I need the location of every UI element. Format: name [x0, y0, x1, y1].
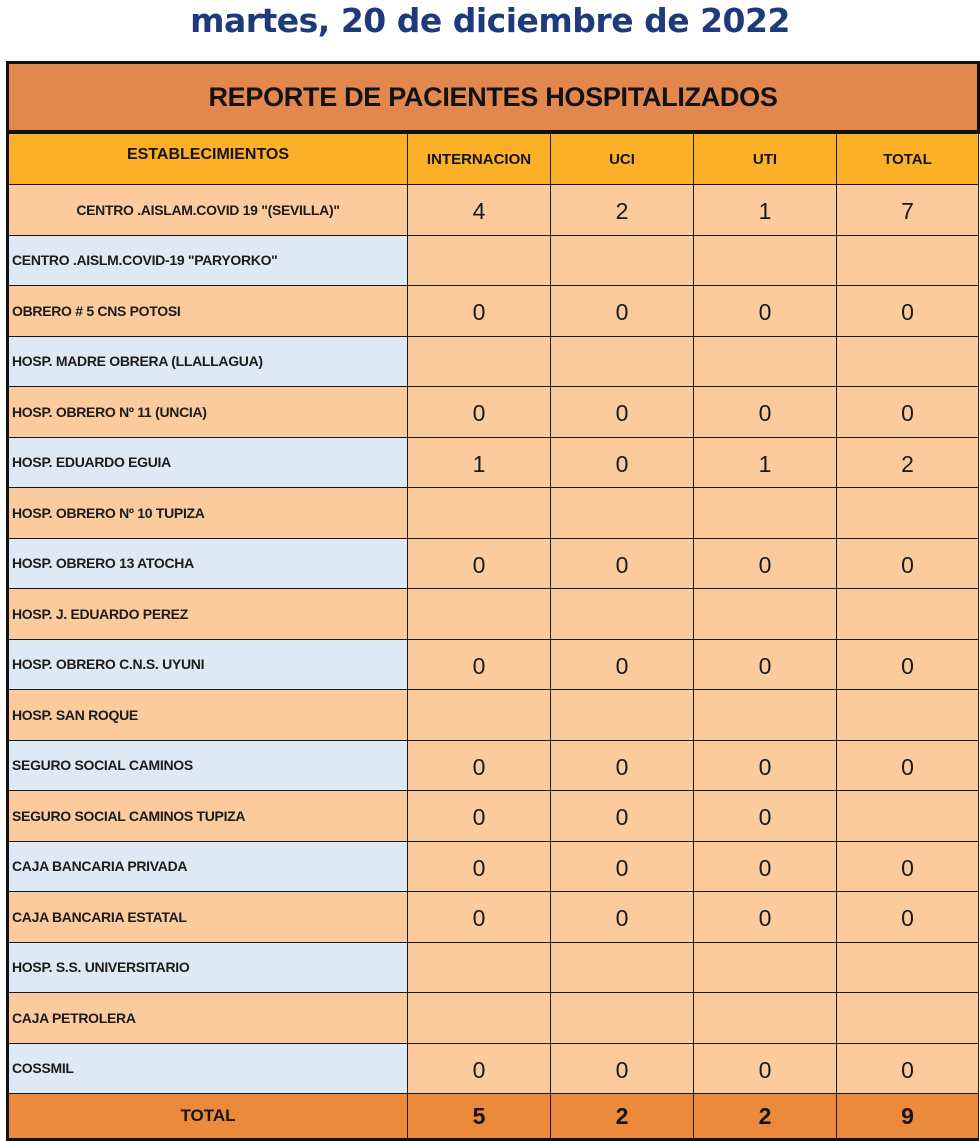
value-uci: 0 — [551, 437, 694, 488]
value-uti: 1 — [694, 185, 837, 236]
value-internacion — [408, 993, 551, 1044]
table-row — [8, 690, 979, 741]
table-row — [8, 185, 979, 236]
table-row — [8, 336, 979, 387]
report-date-heading: martes, 20 de diciembre de 2022 — [190, 1, 790, 40]
value-uci: 0 — [551, 841, 694, 892]
value-total: 0 — [837, 740, 979, 791]
value-total — [837, 942, 979, 993]
establishment-name: HOSP. OBRERO Nº 11 (UNCIA) — [8, 387, 408, 438]
column-header-total: TOTAL — [837, 132, 979, 185]
value-uti: 0 — [694, 538, 837, 589]
value-uti: 0 — [694, 740, 837, 791]
value-total: 0 — [837, 538, 979, 589]
establishment-name: HOSP. S.S. UNIVERSITARIO — [8, 942, 408, 993]
value-uci — [551, 488, 694, 539]
totals-row — [8, 1094, 979, 1140]
value-uti — [694, 690, 837, 741]
table-body — [8, 185, 979, 1094]
establishment-name: HOSP. OBRERO C.N.S. UYUNI — [8, 639, 408, 690]
value-internacion: 0 — [408, 740, 551, 791]
value-total: 0 — [837, 892, 979, 943]
establishment-name: HOSP. MADRE OBRERA (LLALLAGUA) — [8, 336, 408, 387]
value-internacion: 0 — [408, 286, 551, 337]
table-row — [8, 538, 979, 589]
value-internacion — [408, 235, 551, 286]
total-internacion: 5 — [408, 1094, 551, 1140]
table-row — [8, 639, 979, 690]
value-uti — [694, 488, 837, 539]
value-uci: 0 — [551, 639, 694, 690]
table-row — [8, 589, 979, 640]
table-row — [8, 993, 979, 1044]
table-row — [8, 942, 979, 993]
establishment-name: OBRERO # 5 CNS POTOSI — [8, 286, 408, 337]
total-total: 9 — [837, 1094, 979, 1140]
establishment-name: COSSMIL — [8, 1043, 408, 1094]
value-total: 2 — [837, 437, 979, 488]
table-row — [8, 387, 979, 438]
establishment-name: HOSP. OBRERO 13 ATOCHA — [8, 538, 408, 589]
value-internacion: 0 — [408, 1043, 551, 1094]
establishment-name: HOSP. SAN ROQUE — [8, 690, 408, 741]
value-uci: 2 — [551, 185, 694, 236]
value-internacion — [408, 488, 551, 539]
value-internacion: 4 — [408, 185, 551, 236]
value-uti — [694, 235, 837, 286]
value-uti: 0 — [694, 639, 837, 690]
establishment-name: HOSP. OBRERO Nº 10 TUPIZA — [8, 488, 408, 539]
value-total — [837, 336, 979, 387]
value-internacion: 0 — [408, 841, 551, 892]
establishment-name: CENTRO .AISLM.COVID-19 "PARYORKO" — [8, 235, 408, 286]
value-internacion: 0 — [408, 892, 551, 943]
value-total — [837, 993, 979, 1044]
value-total — [837, 690, 979, 741]
value-total: 0 — [837, 286, 979, 337]
establishment-name: CAJA BANCARIA PRIVADA — [8, 841, 408, 892]
table-header-row — [8, 132, 979, 185]
value-uci: 0 — [551, 1043, 694, 1094]
value-internacion — [408, 690, 551, 741]
value-internacion — [408, 336, 551, 387]
value-uci: 0 — [551, 740, 694, 791]
value-total: 7 — [837, 185, 979, 236]
value-total — [837, 235, 979, 286]
table-row — [8, 235, 979, 286]
table-row — [8, 1043, 979, 1094]
totals-label: TOTAL — [8, 1094, 408, 1140]
value-uci: 0 — [551, 791, 694, 842]
value-uti: 0 — [694, 286, 837, 337]
value-total: 0 — [837, 639, 979, 690]
value-uti — [694, 589, 837, 640]
value-uci — [551, 942, 694, 993]
hospitalized-patients-table — [6, 61, 980, 1141]
value-internacion: 0 — [408, 639, 551, 690]
value-uti — [694, 993, 837, 1044]
establishment-name: HOSP. J. EDUARDO PEREZ — [8, 589, 408, 640]
value-internacion — [408, 942, 551, 993]
value-total — [837, 791, 979, 842]
value-uti: 0 — [694, 387, 837, 438]
value-total: 0 — [837, 387, 979, 438]
establishment-name: SEGURO SOCIAL CAMINOS TUPIZA — [8, 791, 408, 842]
value-total — [837, 589, 979, 640]
value-uti: 1 — [694, 437, 837, 488]
establishment-name: CAJA PETROLERA — [8, 993, 408, 1044]
value-uci — [551, 993, 694, 1044]
value-uti — [694, 336, 837, 387]
table-row — [8, 286, 979, 337]
value-internacion — [408, 589, 551, 640]
table-row — [8, 740, 979, 791]
column-header-internacion: INTERNACION — [408, 132, 551, 185]
table-row — [8, 488, 979, 539]
establishment-name: CENTRO .AISLAM.COVID 19 "(SEVILLA)" — [8, 185, 408, 236]
total-uci: 2 — [551, 1094, 694, 1140]
table-row — [8, 892, 979, 943]
value-uti: 0 — [694, 841, 837, 892]
value-uci — [551, 336, 694, 387]
value-uci: 0 — [551, 286, 694, 337]
value-internacion: 0 — [408, 791, 551, 842]
table-title: REPORTE DE PACIENTES HOSPITALIZADOS — [8, 63, 979, 133]
value-uci: 0 — [551, 892, 694, 943]
value-internacion: 0 — [408, 387, 551, 438]
value-uci — [551, 690, 694, 741]
value-uti: 0 — [694, 791, 837, 842]
establishment-name: CAJA BANCARIA ESTATAL — [8, 892, 408, 943]
value-internacion: 1 — [408, 437, 551, 488]
column-header-uti: UTI — [694, 132, 837, 185]
column-header-uci: UCI — [551, 132, 694, 185]
table-row — [8, 437, 979, 488]
value-uti — [694, 942, 837, 993]
value-uci: 0 — [551, 387, 694, 438]
value-uci — [551, 235, 694, 286]
value-uti: 0 — [694, 1043, 837, 1094]
table-row — [8, 841, 979, 892]
value-uci: 0 — [551, 538, 694, 589]
value-total — [837, 488, 979, 539]
table-title-row — [8, 63, 979, 133]
value-total: 0 — [837, 841, 979, 892]
value-total: 0 — [837, 1043, 979, 1094]
establishment-name: SEGURO SOCIAL CAMINOS — [8, 740, 408, 791]
column-header-establecimientos: ESTABLECIMIENTOS — [8, 132, 408, 185]
table-row — [8, 791, 979, 842]
value-internacion: 0 — [408, 538, 551, 589]
value-uti: 0 — [694, 892, 837, 943]
total-uti: 2 — [694, 1094, 837, 1140]
value-uci — [551, 589, 694, 640]
establishment-name: HOSP. EDUARDO EGUIA — [8, 437, 408, 488]
